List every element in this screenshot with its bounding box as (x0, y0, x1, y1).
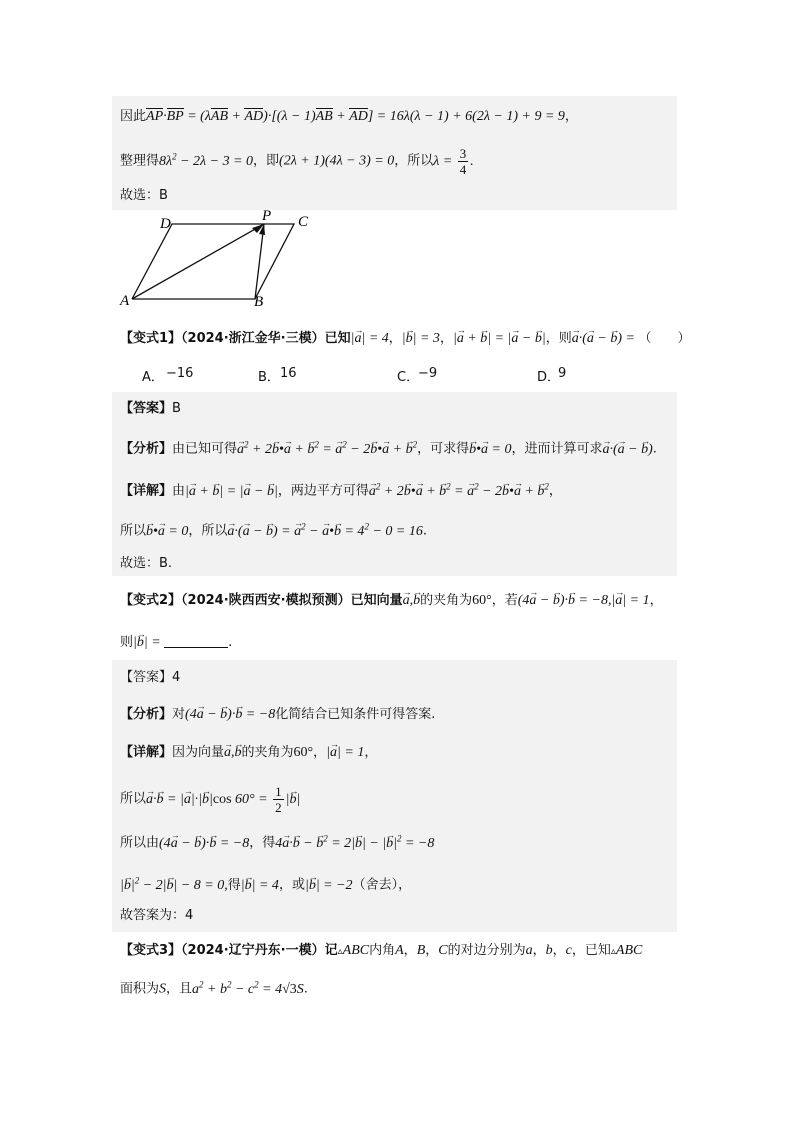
formula: 4→ a·→ b − → $b^2 = 2|\to b|$ − |→ $b|^2 = -8$ (275, 836, 434, 851)
formula: → b•→ a = 0 (469, 442, 511, 457)
formula: → $a^2 + 2\to$ b•→ a + → $b^2$ = → $a^2 - 2\to$ b•→ a + → $b^2$ (369, 484, 549, 499)
paren: （ ） (638, 331, 691, 346)
parallelogram-figure (112, 206, 332, 310)
answer-value: B (172, 401, 181, 416)
text: ，得 (249, 835, 276, 851)
formula: S (159, 981, 167, 997)
formula: |→ a + → b| = |→ a − → b| (185, 484, 278, 499)
text: ，所以 (394, 153, 434, 169)
variant2-so1 (120, 784, 300, 815)
variant2-question: 【变式2】（2024·陕西西安·模拟预测）已知向量→ a,→ b的夹角为60°，若(4→ a − → b)·→ b = −8,|→ a| = 1， (120, 590, 663, 611)
formula: → a,→ b (403, 593, 421, 608)
text: ，可求得 (417, 441, 470, 457)
variant1-end: 故选：B. (120, 556, 173, 571)
formula: (4→ a − → b)·→ b = −8 (159, 836, 249, 851)
text: 面积为 (120, 981, 160, 997)
formula: (4→ a − → b)·→ b = −8 (185, 707, 275, 722)
text: 因为向量 (172, 745, 225, 760)
option-A-label: A． (142, 370, 164, 385)
text: 则 (120, 635, 134, 650)
variant2-detail: 【详解】因为向量→ a,→ b的夹角为60°，|→ a| = 1， (120, 742, 377, 763)
choice-line: 故选：B (120, 188, 168, 203)
variant1-detail-2: 所以→ b•→ a = 0，所以→ a·(→ a − → b) = → $a^2$ − → a•→ $b = 4^2 - 0 = 16$. (120, 516, 427, 542)
formula: → a·(→ a − → b) = (572, 331, 639, 346)
label-D: D (160, 216, 171, 232)
text: 的对边分别为 (447, 943, 526, 958)
variant1-answer (120, 398, 181, 419)
text: 化简结合已知条件可得答案. (275, 707, 436, 722)
text: ，已知 (571, 943, 611, 958)
label-B: B (254, 294, 264, 310)
formula: A (395, 943, 404, 958)
variant2-question-2: 则|→ b| = . (120, 632, 232, 653)
formula: → a·(→ a − → b) = → $a^2$ − → a•→ $b = 4^2 - 0 = 16$ (227, 524, 422, 539)
formula: → a·(→ a − → b) (603, 442, 653, 457)
variant2-analysis (120, 704, 435, 725)
variant2-end: 故答案为：4 (120, 908, 194, 923)
variant1-detail: 【详解】由|→ a + → b| = |→ a − → b|，两边平方可得→ $a^2 + 2\to$ b•→ a + → $b^2$ = → $a^2 - 2\to$ b•→ a + → $b^2$， (120, 476, 562, 502)
formula: |→ $b|^2 - 2|\to b| - 8 = 0$,得|→ b| = 4 (120, 878, 279, 893)
text: ，且 (166, 981, 193, 997)
formula: 60° (293, 745, 314, 760)
answer-blank[interactable] (164, 633, 228, 648)
variant2-so2 (120, 828, 434, 854)
formula: → b•→ a = 0 (146, 524, 188, 539)
text: 对 (172, 707, 186, 722)
formula: a (525, 943, 533, 958)
analysis-tag: 【分析】 (120, 707, 173, 722)
variant3-question-2: 面积为S，且$a^2 + b^2 - c^2 = 4√3S$. (120, 979, 308, 997)
detail-tag: 【详解】 (120, 745, 173, 760)
text: 由已知可得 (172, 441, 238, 457)
option-D-value: 9 (558, 366, 567, 381)
variant3-question: 【变式3】（2024·辽宁丹东·一模）记▵ABC内角A，B，C的对边分别为a，b，c，已知▵ABC (120, 943, 643, 958)
option-A-value: −16 (166, 366, 194, 381)
text: 所以 (120, 523, 147, 539)
detail-tag: 【详解】 (120, 483, 173, 499)
text: 的夹角为 (241, 745, 294, 760)
option-B-value: 16 (280, 366, 297, 381)
text: 所以由 (120, 835, 160, 851)
formula: |→ a| = 4 (351, 331, 389, 346)
text: ，所以 (188, 523, 228, 539)
formula: |→ a + → b| = |→ a − → b| (453, 331, 546, 346)
text: 的夹角为 (420, 593, 473, 608)
variant2-answer: 【答案】4 (120, 670, 181, 685)
variant3-tag: 【变式3】（2024·辽宁丹东·一模）记 (120, 943, 338, 958)
text: （舍去）， (352, 877, 412, 893)
parallelogram-outline (132, 224, 294, 299)
text: 因此 (120, 109, 147, 124)
text: ，即 (253, 153, 280, 169)
formula: $8\lambda^2 - 2\lambda - 3 = 0$ (159, 151, 254, 169)
variant2-tag: 【变式2】（2024·陕西西安·模拟预测）已知向量 (120, 593, 403, 608)
answer-tag: 【答案】 (120, 401, 173, 416)
label-C: C (298, 214, 309, 230)
option-C-value: −9 (418, 366, 438, 381)
formula: |→ b| = (133, 635, 164, 650)
label-P: P (262, 208, 272, 224)
solution-line-2 (120, 146, 474, 177)
formula: (2λ + 1)(4λ − 3) = 0 (279, 153, 395, 169)
formula: AP·BP = (λAB + AD)·[(λ − 1)AB + AD] = 16λ(λ − 1) + 6(2λ − 1) + 9 = 9 (146, 109, 565, 124)
text: ，进而计算可求 (511, 441, 603, 457)
variant1-tag: 【变式1】（2024·浙江金华·三模）已知 (120, 331, 351, 346)
text: 由 (172, 483, 186, 499)
option-C-label: C． (397, 370, 420, 385)
variant2-abs (120, 870, 411, 896)
formula: → a·→ b = |→ a|·|→ b|cos 60° = $\frac{1}{2}$ |→ b| (146, 792, 300, 807)
text: 所以 (120, 791, 147, 807)
solution-line-1: 因此AP·BP = (λAB + AD)·[(λ − 1)AB + AD] = 16λ(λ − 1) + 6(2λ − 1) + 9 = 9， (120, 106, 578, 127)
formula: λ = $\frac{3}{4}$ . (433, 146, 474, 177)
option-D-label: D． (537, 370, 561, 385)
text: ，或 (278, 877, 305, 893)
formula: ▵ABC (610, 943, 643, 958)
formula: 60° (472, 593, 492, 608)
formula: |→ a| = 1 (326, 745, 364, 760)
formula: ▵ABC (337, 943, 370, 958)
variant1-analysis: 【分析】由已知可得→ $a^2 + 2\to$ b•→ a + → $b^2$ = → $a^2 - 2\to$ b•→ a + → $b^2$，可求得→ b•→ a = 0，进而计算可求→ a·(→ a − → b). (120, 434, 657, 460)
text: ，若 (491, 593, 518, 608)
analysis-tag: 【分析】 (120, 441, 173, 457)
formula: $a^2 + b^2 - c^2 = 4√3S$ (192, 979, 304, 997)
formula: |→ b| = 3 (402, 331, 440, 346)
formula: → $a^2 + 2\to$ b•→ a + → $b^2$ = → $a^2 - 2\to$ b•→ a + → $b^2$ (237, 442, 417, 457)
text: 内角 (369, 943, 396, 958)
formula: (4→ a − → b)·→ b = −8,|→ a| = 1 (518, 593, 650, 608)
segment-BP (255, 224, 264, 299)
formula: |→ b| = −2 (305, 878, 353, 893)
option-B-label: B． (258, 370, 280, 385)
variant1-question: 【变式1】（2024·浙江金华·三模）已知|→ a| = 4，|→ b| = 3，|→ a + → b| = |→ a − → b|，则→ a·(→ a − → b) = （ ） (120, 328, 691, 349)
text: 整理得 (120, 153, 160, 169)
formula: → a,→ b (224, 745, 242, 760)
label-A: A (120, 293, 130, 309)
text: ，两边平方可得 (277, 483, 369, 499)
